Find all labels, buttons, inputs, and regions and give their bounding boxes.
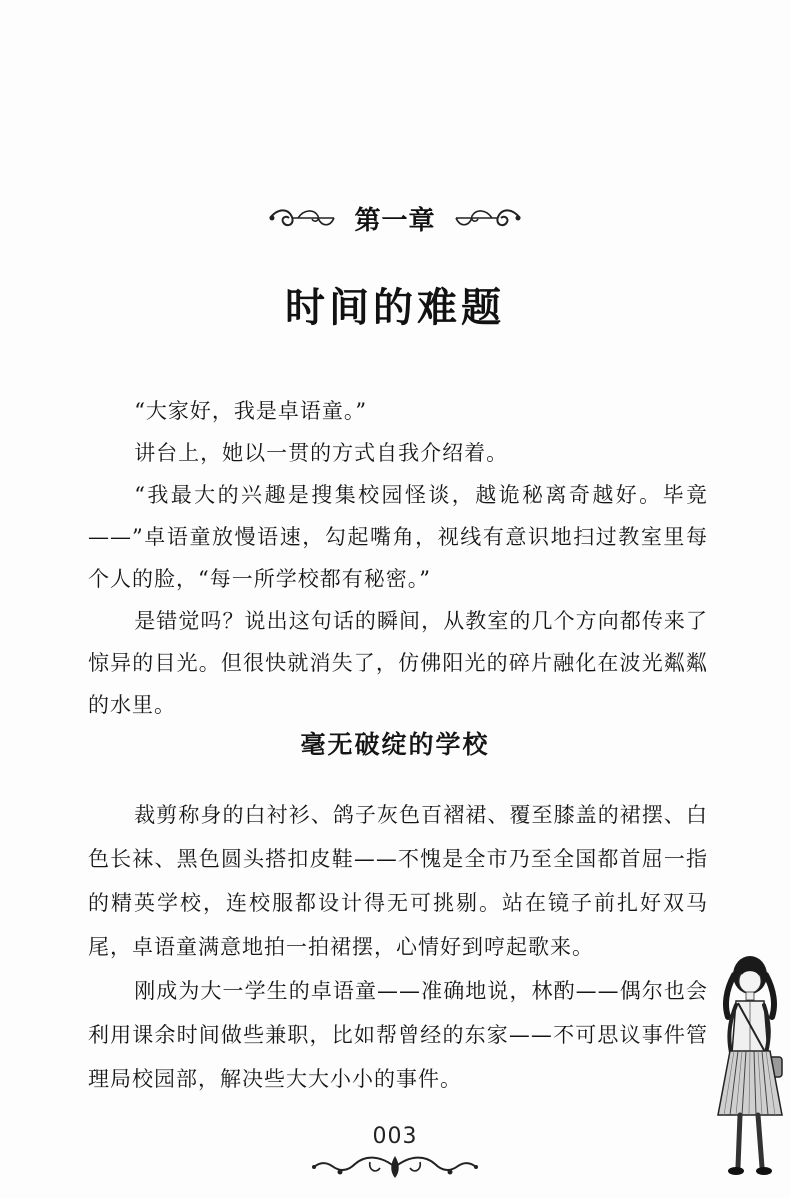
opening-text [88,390,708,726]
right-scroll-ornament-icon [452,203,522,233]
chapter-heading [0,198,790,238]
chapter-title: 时间的难题 [285,285,505,331]
page-number: 003 [372,1124,418,1149]
girl-with-bag-illustration [700,945,788,1185]
paragraph: 刚成为大一学生的卓语童——准确地说，林酌——偶尔也会利用课余时间做些兼职，比如帮曾经的东家——不可思议事件管理局校园部，解决些大大小小的事件。 [88,979,708,1091]
chapter-label: 第一章 [354,205,436,236]
paragraph: 讲台上，她以一贯的方式自我介绍着。 [134,441,509,465]
left-scroll-ornament-icon [268,203,338,233]
paragraph: 是错觉吗？说出这句话的瞬间，从教室的几个方向都传来了惊异的目光。但很快就消失了，仿佛阳光的碎片融化在波光粼粼的水里。 [88,609,708,717]
paragraph: “大家好，我是卓语童。” [134,399,368,423]
floral-ornament-icon [310,1150,480,1184]
section-title: 毫无破绽的学校 [300,730,490,759]
paragraph: 裁剪称身的白衬衫、鸽子灰色百褶裙、覆至膝盖的裙摆、白色长袜、黑色圆头搭扣皮鞋——不愧是全市乃至全国都首屈一指的精英学校，连校服都设计得无可挑剔。站在镜子前扎好双马尾，卓语童满意地拍一拍裙摆，心情好到哼起歌来。 [88,803,708,959]
paragraph: “我最大的兴趣是搜集校园怪谈，越诡秘离奇越好。毕竟——”卓语童放慢语速，勾起嘴角，视线有意识地扫过教室里每个人的脸，“每一所学校都有秘密。” [88,483,708,591]
section-text [88,793,708,1101]
